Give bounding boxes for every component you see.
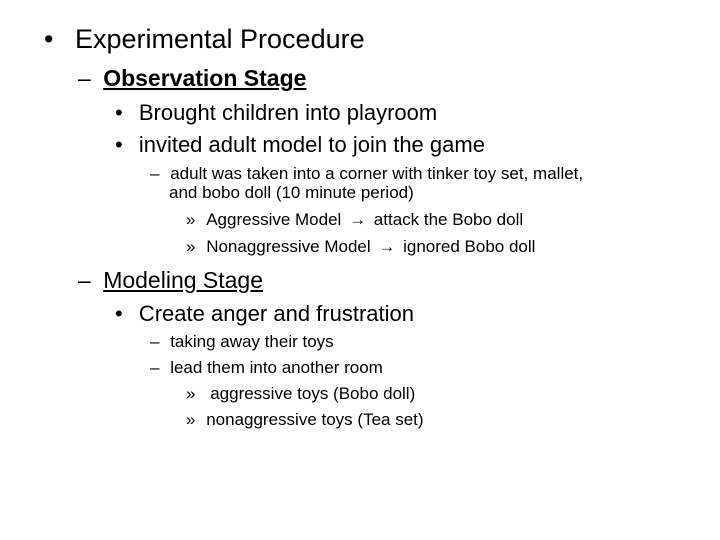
quote-marker: » (186, 384, 196, 403)
dash-marker: – (150, 164, 160, 183)
condition-label: Nonaggressive Model (206, 237, 371, 256)
bullet-marker: • (115, 132, 123, 157)
observation-sub-line-2: and bobo doll (10 minute period) (169, 183, 414, 202)
title-row (44, 26, 365, 53)
page-title: Experimental Procedure (74, 24, 365, 54)
title-bullet: • (44, 24, 54, 54)
dash-marker: – (150, 358, 160, 377)
bullet-marker: • (115, 301, 123, 326)
dash-marker: – (78, 267, 91, 293)
dash-marker: – (150, 332, 160, 351)
toy-row-nonaggressive (186, 411, 424, 428)
dash-marker: – (78, 65, 91, 91)
arrow-right-icon: → (349, 210, 367, 229)
modeling-sub-item-2-text: lead them into another room (170, 358, 383, 377)
observation-sub-item-cont (169, 184, 414, 201)
modeling-sub-item-1 (150, 333, 334, 350)
modeling-bullet-1-text: Create anger and frustration (138, 301, 414, 326)
modeling-sub-item-2 (150, 359, 383, 376)
condition-label: Aggressive Model (206, 210, 342, 229)
bullet-marker: • (115, 100, 123, 125)
condition-result: attack the Bobo doll (373, 210, 524, 229)
modeling-bullet-1 (115, 303, 414, 325)
observation-bullet-1-text: Brought children into playroom (138, 100, 438, 125)
arrow-right-icon: → (378, 237, 396, 256)
quote-marker: » (186, 410, 196, 429)
observation-bullet-1 (115, 102, 437, 124)
condition-result: ignored Bobo doll (403, 237, 536, 256)
quote-marker: » (186, 237, 196, 256)
modeling-sub-item-1-text: taking away their toys (170, 332, 334, 351)
modeling-stage-heading: Modeling Stage (103, 267, 264, 293)
observation-bullet-2 (115, 134, 485, 156)
observation-stage-row (78, 67, 306, 90)
observation-sub-line-1: adult was taken into a corner with tinker toy set, mallet, (170, 164, 584, 183)
observation-bullet-2-text: invited adult model to join the game (138, 132, 485, 157)
condition-row-nonaggressive (186, 238, 535, 255)
observation-stage-heading: Observation Stage (103, 65, 307, 91)
modeling-stage-row (78, 269, 263, 292)
toy-text: aggressive toys (Bobo doll) (210, 384, 416, 403)
condition-row-aggressive (186, 211, 523, 228)
toy-text: nonaggressive toys (Tea set) (206, 410, 424, 429)
quote-marker: » (186, 210, 196, 229)
observation-sub-item (150, 165, 583, 182)
toy-row-aggressive (186, 385, 415, 402)
